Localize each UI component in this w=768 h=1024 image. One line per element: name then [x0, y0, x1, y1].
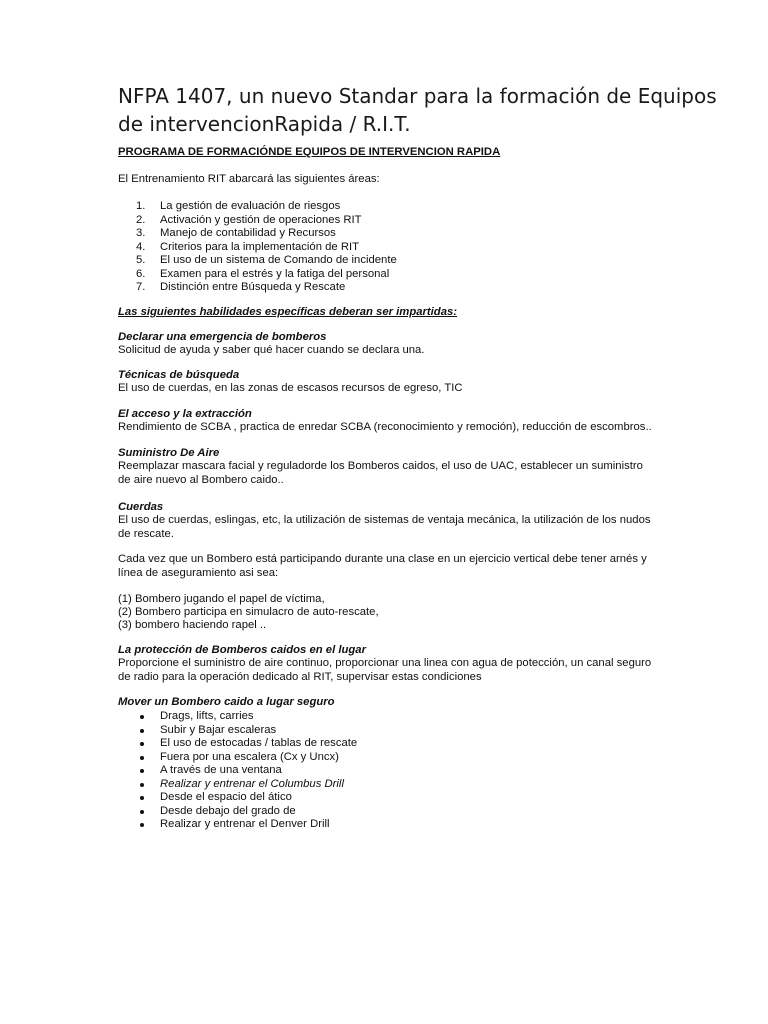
section-heading: Técnicas de búsqueda: [118, 369, 240, 381]
list-item: Desde debajo del grado de: [140, 805, 357, 819]
bullet-icon: [140, 729, 144, 733]
list-item: 7. Distinción entre Búsqueda y Rescate: [136, 281, 346, 293]
areas-list: [136, 200, 397, 295]
list-item: Fuera por una escalera (Cx y Uncx): [140, 751, 357, 765]
protection-body: Proporcione el suministro de aire continuo, proporcionar una linea con agua de potección, un canal seguro de radio para la operación dedicado al RIT, supervisar estas condiciones: [118, 657, 652, 683]
list-item: Realizar y entrenar el Columbus Drill: [140, 778, 357, 792]
list-item: Drags, lifts, carries: [140, 710, 357, 724]
list-item: Realizar y entrenar el Denver Drill: [140, 818, 357, 832]
bullet-icon: [140, 796, 144, 800]
list-item: 5. El uso de un sistema de Comando de incidente: [136, 254, 397, 266]
section-heading: Declarar una emergencia de bomberos: [118, 331, 327, 343]
move-list: [140, 710, 357, 832]
vertical-note: Cada vez que un Bombero está participando durante una clase en un ejercicio vertical debe tener arnés y línea de aseguramiento asi sea:: [118, 553, 647, 579]
bullet-icon: [140, 823, 144, 827]
list-item: Subir y Bajar escaleras: [140, 724, 357, 738]
list-item: 3. Manejo de contabilidad y Recursos: [136, 227, 336, 239]
move-heading: Mover un Bombero caido a lugar seguro: [118, 696, 335, 708]
skills-heading: Las siguientes habilidades específicas deberan ser impartidas:: [118, 306, 458, 318]
bullet-icon: [140, 810, 144, 814]
bullet-icon: [140, 783, 144, 787]
section-body: Rendimiento de SCBA , practica de enredar SCBA (reconocimiento y remoción), reducción de escombros..: [118, 421, 652, 433]
section-body: El uso de cuerdas, en las zonas de escasos recursos de egreso, TIC: [118, 382, 463, 394]
section-body: Reemplazar mascara facial y reguladorde los Bomberos caidos, el uso de UAC, establecer un suministro de aire nuevo al Bombero caido..: [118, 460, 643, 486]
protection-heading: La protección de Bomberos caidos en el lugar: [118, 644, 366, 656]
vertical-item: (1) Bombero jugando el papel de víctima,: [118, 593, 325, 605]
list-item: A través de una ventana: [140, 764, 357, 778]
list-item: 1. La gestión de evaluación de riesgos: [136, 200, 341, 212]
list-item: 4. Criterios para la implementación de RIT: [136, 240, 360, 253]
list-item: 6. Examen para el estrés y la fatiga del personal: [136, 267, 390, 280]
bullet-icon: [140, 769, 144, 773]
vertical-item: (2) Bombero participa en simulacro de auto-rescate,: [118, 606, 379, 618]
list-item: El uso de estocadas / tablas de rescate: [140, 737, 357, 751]
section-heading: Suministro De Aire: [118, 447, 220, 459]
list-item: 2. Activación y gestión de operaciones RIT: [136, 213, 362, 226]
bullet-icon: [140, 742, 144, 746]
bullet-icon: [140, 756, 144, 760]
bullet-icon: [140, 715, 144, 719]
list-item: Desde el espacio del ático: [140, 791, 357, 805]
vertical-item: (3) bombero haciendo rapel ..: [118, 619, 267, 631]
program-heading: PROGRAMA DE FORMACIÓNDE EQUIPOS DE INTERVENCION RAPIDA: [118, 146, 501, 158]
section-body: El uso de cuerdas, eslingas, etc, la utilización de sistemas de ventaja mecánica, la utilización de los nudos de rescate.: [118, 514, 651, 540]
section-heading: Cuerdas: [118, 501, 164, 513]
intro-text: El Entrenamiento RIT abarcará las siguientes áreas:: [118, 173, 380, 185]
section-heading: El acceso y la extracción: [118, 408, 252, 420]
document-title: NFPA 1407, un nuevo Standar para la formación de Equipos de intervencionRapida / R.I.T.: [118, 84, 717, 136]
section-body: Solicitud de ayuda y saber qué hacer cuando se declara una.: [118, 344, 425, 356]
